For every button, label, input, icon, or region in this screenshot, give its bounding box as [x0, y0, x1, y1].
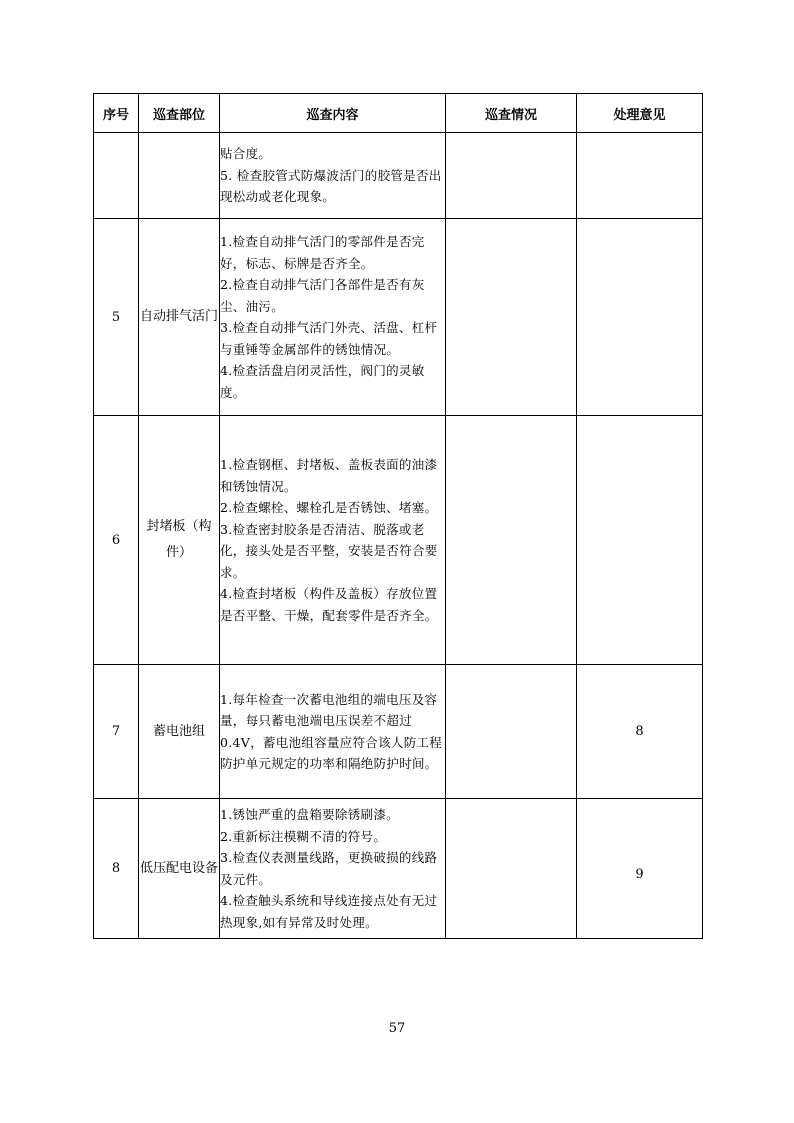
row-part: 低压配电设备 [139, 799, 220, 939]
header-part: 巡查部位 [139, 94, 220, 133]
row-action: 8 [577, 665, 703, 799]
content-item: 3.检查密封胶条是否清洁、脱落或老化，接头处是否平整，安装是否符合要求。 [220, 521, 438, 580]
row-content [220, 799, 446, 939]
row-serial: 6 [94, 416, 139, 665]
row-content [220, 219, 446, 416]
row-action [577, 133, 703, 219]
row-serial: 7 [94, 665, 139, 799]
row-part [139, 133, 220, 219]
content-item: 3.检查自动排气活门外壳、活盘、杠杆与重锤等金属部件的锈蚀情况。 [220, 320, 438, 357]
content-item: 1.检查自动排气活门的零部件是否完好，标志、标牌是否齐全。 [220, 234, 425, 271]
row-serial: 5 [94, 219, 139, 416]
row-part: 自动排气活门 [139, 219, 220, 416]
inspection-table [93, 93, 703, 939]
content-item: 4.检查触头系统和导线连接点处有无过热现象,如有异常及时处理。 [220, 893, 438, 930]
row-serial: 8 [94, 799, 139, 939]
row-content [220, 416, 446, 665]
row-status [446, 219, 577, 416]
row-action [577, 416, 703, 665]
row-content [220, 665, 446, 799]
row-part: 蓄电池组 [139, 665, 220, 799]
row-part: 封堵板（构件） [139, 416, 220, 665]
row-status [446, 133, 577, 219]
content-item: 1.检查钢框、封堵板、盖板表面的油漆和锈蚀情况。 [220, 457, 438, 494]
content-item: 2.检查螺栓、螺栓孔是否锈蚀、堵塞。 [220, 500, 438, 515]
content-item: 3.检查仪表测量线路，更换破损的线路及元件。 [220, 850, 438, 887]
row-status [446, 665, 577, 799]
table-row [94, 219, 703, 416]
row-status [446, 416, 577, 665]
table-row [94, 799, 703, 939]
content-item: 贴合度。 [220, 146, 272, 162]
header-status: 巡查情况 [446, 94, 577, 133]
content-item: 5. 检查胶管式防爆波活门的胶管是否出现松动或老化现象。 [220, 167, 442, 205]
content-item: 2.检查自动排气活门各部件是否有灰尘、油污。 [220, 277, 425, 314]
content-item: 2.重新标注模糊不清的符号。 [220, 828, 387, 844]
table-row [94, 133, 703, 219]
content-item: 1.每年检查一次蓄电池组的端电压及容量，每只蓄电池端电压误差不超过 0.4V，蓄电池组容量应符合该人防工程防护单元规定的功率和隔绝防护时间。 [220, 691, 443, 771]
table-row [94, 665, 703, 799]
row-status [446, 799, 577, 939]
row-action: 9 [577, 799, 703, 939]
header-serial: 序号 [94, 94, 139, 133]
header-action: 处理意见 [577, 94, 703, 133]
row-content [220, 133, 446, 219]
content-item: 4.检查活盘启闭灵活性，阀门的灵敏度。 [220, 363, 425, 400]
content-item: 1.锈蚀严重的盘箱要除锈刷漆。 [220, 807, 399, 822]
table-row [94, 416, 703, 665]
row-serial [94, 133, 139, 219]
content-item: 4.检查封堵板（构件及盖板）存放位置是否平整、干燥，配套零件是否齐全。 [220, 586, 438, 623]
table-header-row [94, 94, 703, 133]
row-action [577, 219, 703, 416]
page-number: 57 [388, 1021, 406, 1036]
header-content: 巡查内容 [220, 94, 446, 133]
